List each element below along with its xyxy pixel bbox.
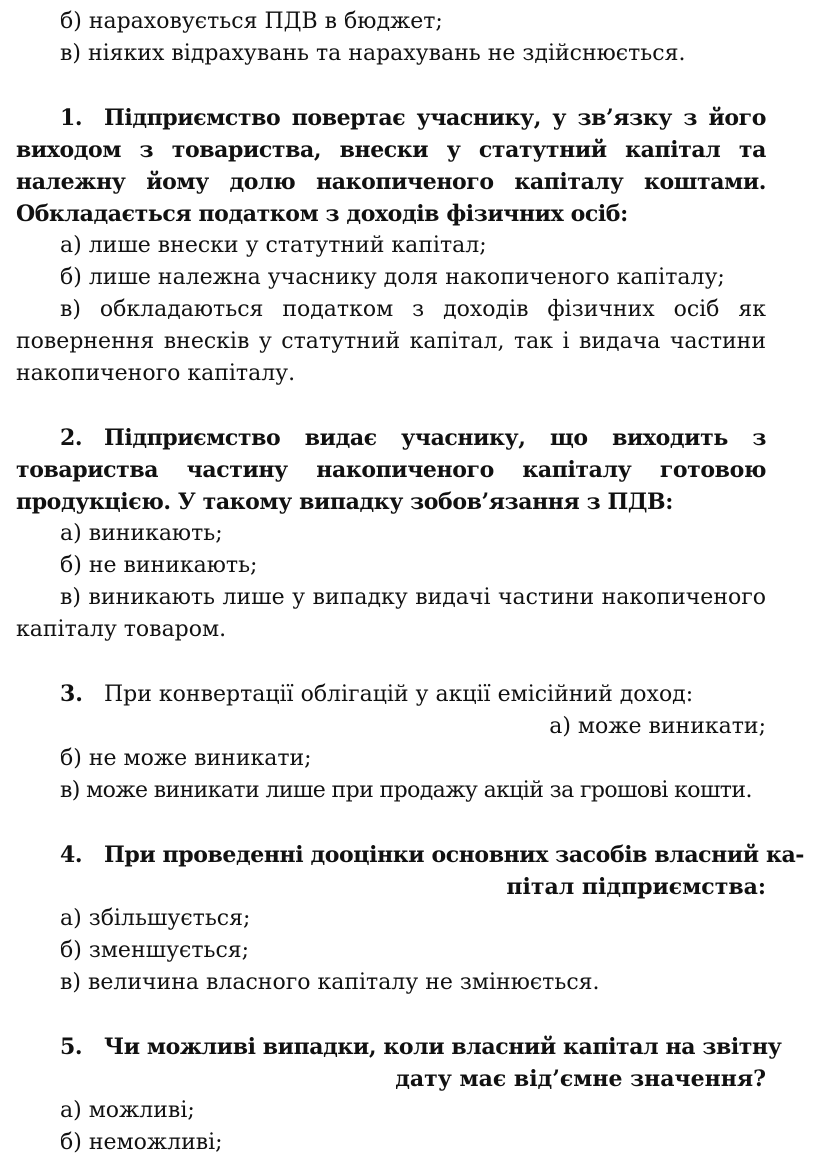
question-text-line-1: Чи можливі випадки, коли власний капітал на звітну [104,1034,782,1060]
question-number: 1. [60,105,83,131]
question-5 [16,1031,782,1063]
spacer [16,999,766,1031]
option-a: а) збільшується; [60,906,251,931]
option-c: в) обкладаються податком з доходів фізичних осіб як повернення внесків у статутний капітал, так і видача частини накопиченого капіталу. [16,297,766,386]
option-b: б) неможливі; [60,1130,223,1155]
spacer [16,807,766,839]
question-5-continued: дату має від’ємне значення? [395,1066,766,1092]
option-c: в) може виникати лише при продажу акцій за грошові кошти. [60,778,752,803]
question-number: 4. [60,842,83,868]
question-text: Підприємство повертає учаснику, у зв’язку з його виходом з товариства, внески у статутний капітал та належну йому долю накопиченого капіталу коштами. Обкладається податком з доходів фізичних осіб: [16,105,766,227]
option-c: в) виникають лише у випадку видачі частини накопиченого капіталу товаром. [16,585,766,642]
option-b: б) не виникають; [60,553,258,578]
option-a: а) може виникати; [549,714,766,739]
option-c: в) ніяких відрахувань та нарахувань не здійснюється. [60,41,686,66]
option-b: б) лише належна учаснику доля накопиченого капіталу; [60,265,725,290]
option-c: в) величина власного капіталу не змінюється. [60,970,600,995]
spacer [16,70,766,102]
question-text-line-1: При проведенні дооцінки основних засобів власний ка- [104,842,805,868]
question-text: При конвертації облігацій у акції емісійний доход: [104,682,694,707]
question-3 [16,678,766,711]
question-number: 3. [60,681,83,707]
spacer [16,390,766,422]
option-b: б) не може виникати; [60,746,312,771]
question-1 [16,102,766,230]
question-2 [16,422,766,518]
question-text: Підприємство видає учаснику, що виходить з товариства частину накопиченого капіталу готовою продукцією. У такому випадку зобов’язання з ПДВ: [16,425,766,515]
option-a: а) лише внески у статутний капітал; [60,233,487,258]
option-b: б) зменшується; [60,938,250,963]
option-b: б) нараховується ПДВ в бюджет; [60,9,443,34]
question-4 [16,839,805,871]
question-4-continued: пітал підприємства: [506,874,766,900]
option-a: а) можливі; [60,1098,195,1123]
question-number: 2. [60,425,83,451]
option-a: а) виникають; [60,521,223,546]
spacer [16,646,766,678]
question-number: 5. [60,1034,83,1060]
